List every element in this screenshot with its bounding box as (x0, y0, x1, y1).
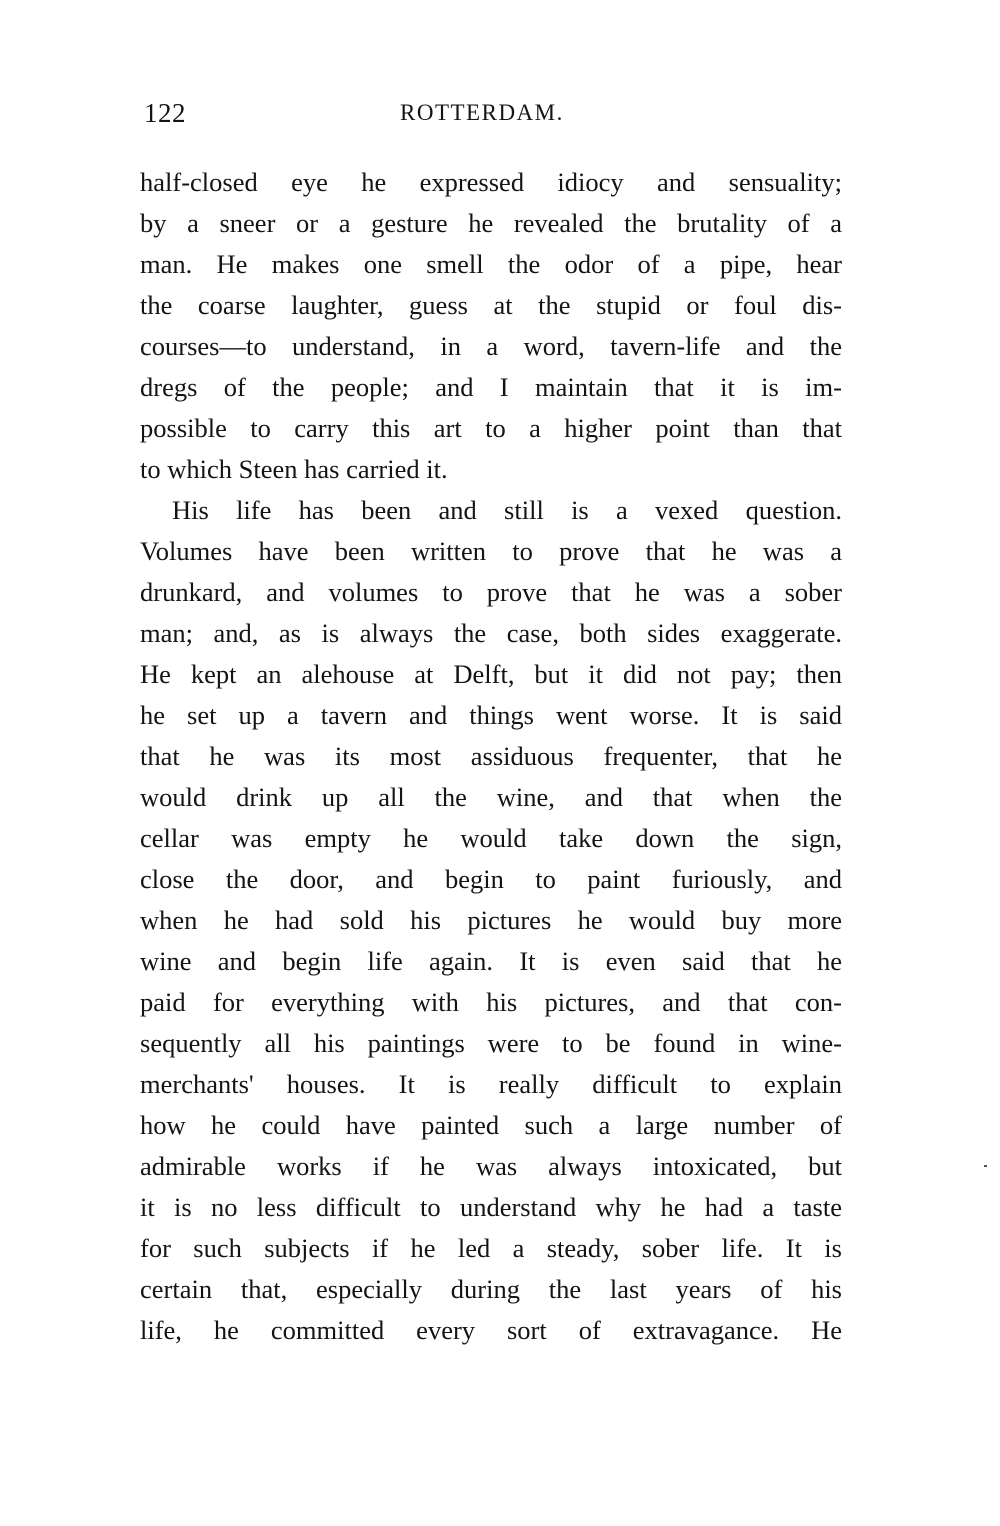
text-line: His life has been and still is a vexed question. (172, 495, 842, 525)
body-text (140, 162, 842, 1351)
text-line: the coarse laughter, guess at the stupid or foul dis- (140, 290, 842, 320)
text-line: possible to carry this art to a higher point than that (140, 413, 842, 443)
text-line: cellar was empty he would take down the sign, (140, 823, 842, 853)
text-line: life, he committed every sort of extravagance. He (140, 1315, 842, 1345)
text-line: it is no less difficult to understand why he had a taste (140, 1192, 842, 1222)
text-line: by a sneer or a gesture he revealed the brutality of a (140, 208, 842, 238)
scan-speck (984, 1165, 987, 1167)
text-line: dregs of the people; and I maintain that it is im- (140, 372, 842, 402)
text-line: man. He makes one smell the odor of a pipe, hear (140, 249, 842, 279)
text-line: man; and, as is always the case, both sides exaggerate. (140, 618, 842, 648)
text-line: certain that, especially during the last years of his (140, 1274, 842, 1304)
paragraph-2 (140, 490, 842, 1351)
text-line: drunkard, and volumes to prove that he was a sober (140, 577, 842, 607)
text-line: he set up a tavern and things went worse. It is said (140, 700, 842, 730)
running-title: ROTTERDAM. (400, 100, 564, 125)
text-line: admirable works if he was always intoxicated, but (140, 1151, 842, 1181)
text-line: He kept an alehouse at Delft, but it did not pay; then (140, 659, 842, 689)
text-line: merchants' houses. It is really difficult to explain (140, 1069, 842, 1099)
running-head (138, 98, 843, 134)
text-line: to which Steen has carried it. (140, 454, 448, 484)
text-line: paid for everything with his pictures, and that con- (140, 987, 842, 1017)
text-line: how he could have painted such a large number of (140, 1110, 842, 1140)
text-line: courses—to understand, in a word, tavern-life and the (140, 331, 842, 361)
page-number: 122 (144, 98, 186, 128)
text-line: when he had sold his pictures he would buy more (140, 905, 842, 935)
text-line: half-closed eye he expressed idiocy and sensuality; (140, 167, 842, 197)
text-line: would drink up all the wine, and that when the (140, 782, 842, 812)
text-line: sequently all his paintings were to be found in wine- (140, 1028, 842, 1058)
text-line: close the door, and begin to paint furiously, and (140, 864, 842, 894)
text-line: Volumes have been written to prove that he was a (140, 536, 842, 566)
text-line: for such subjects if he led a steady, sober life. It is (140, 1233, 842, 1263)
paragraph-1 (140, 162, 842, 490)
text-line: wine and begin life again. It is even said that he (140, 946, 842, 976)
text-line: that he was its most assiduous frequenter, that he (140, 741, 842, 771)
